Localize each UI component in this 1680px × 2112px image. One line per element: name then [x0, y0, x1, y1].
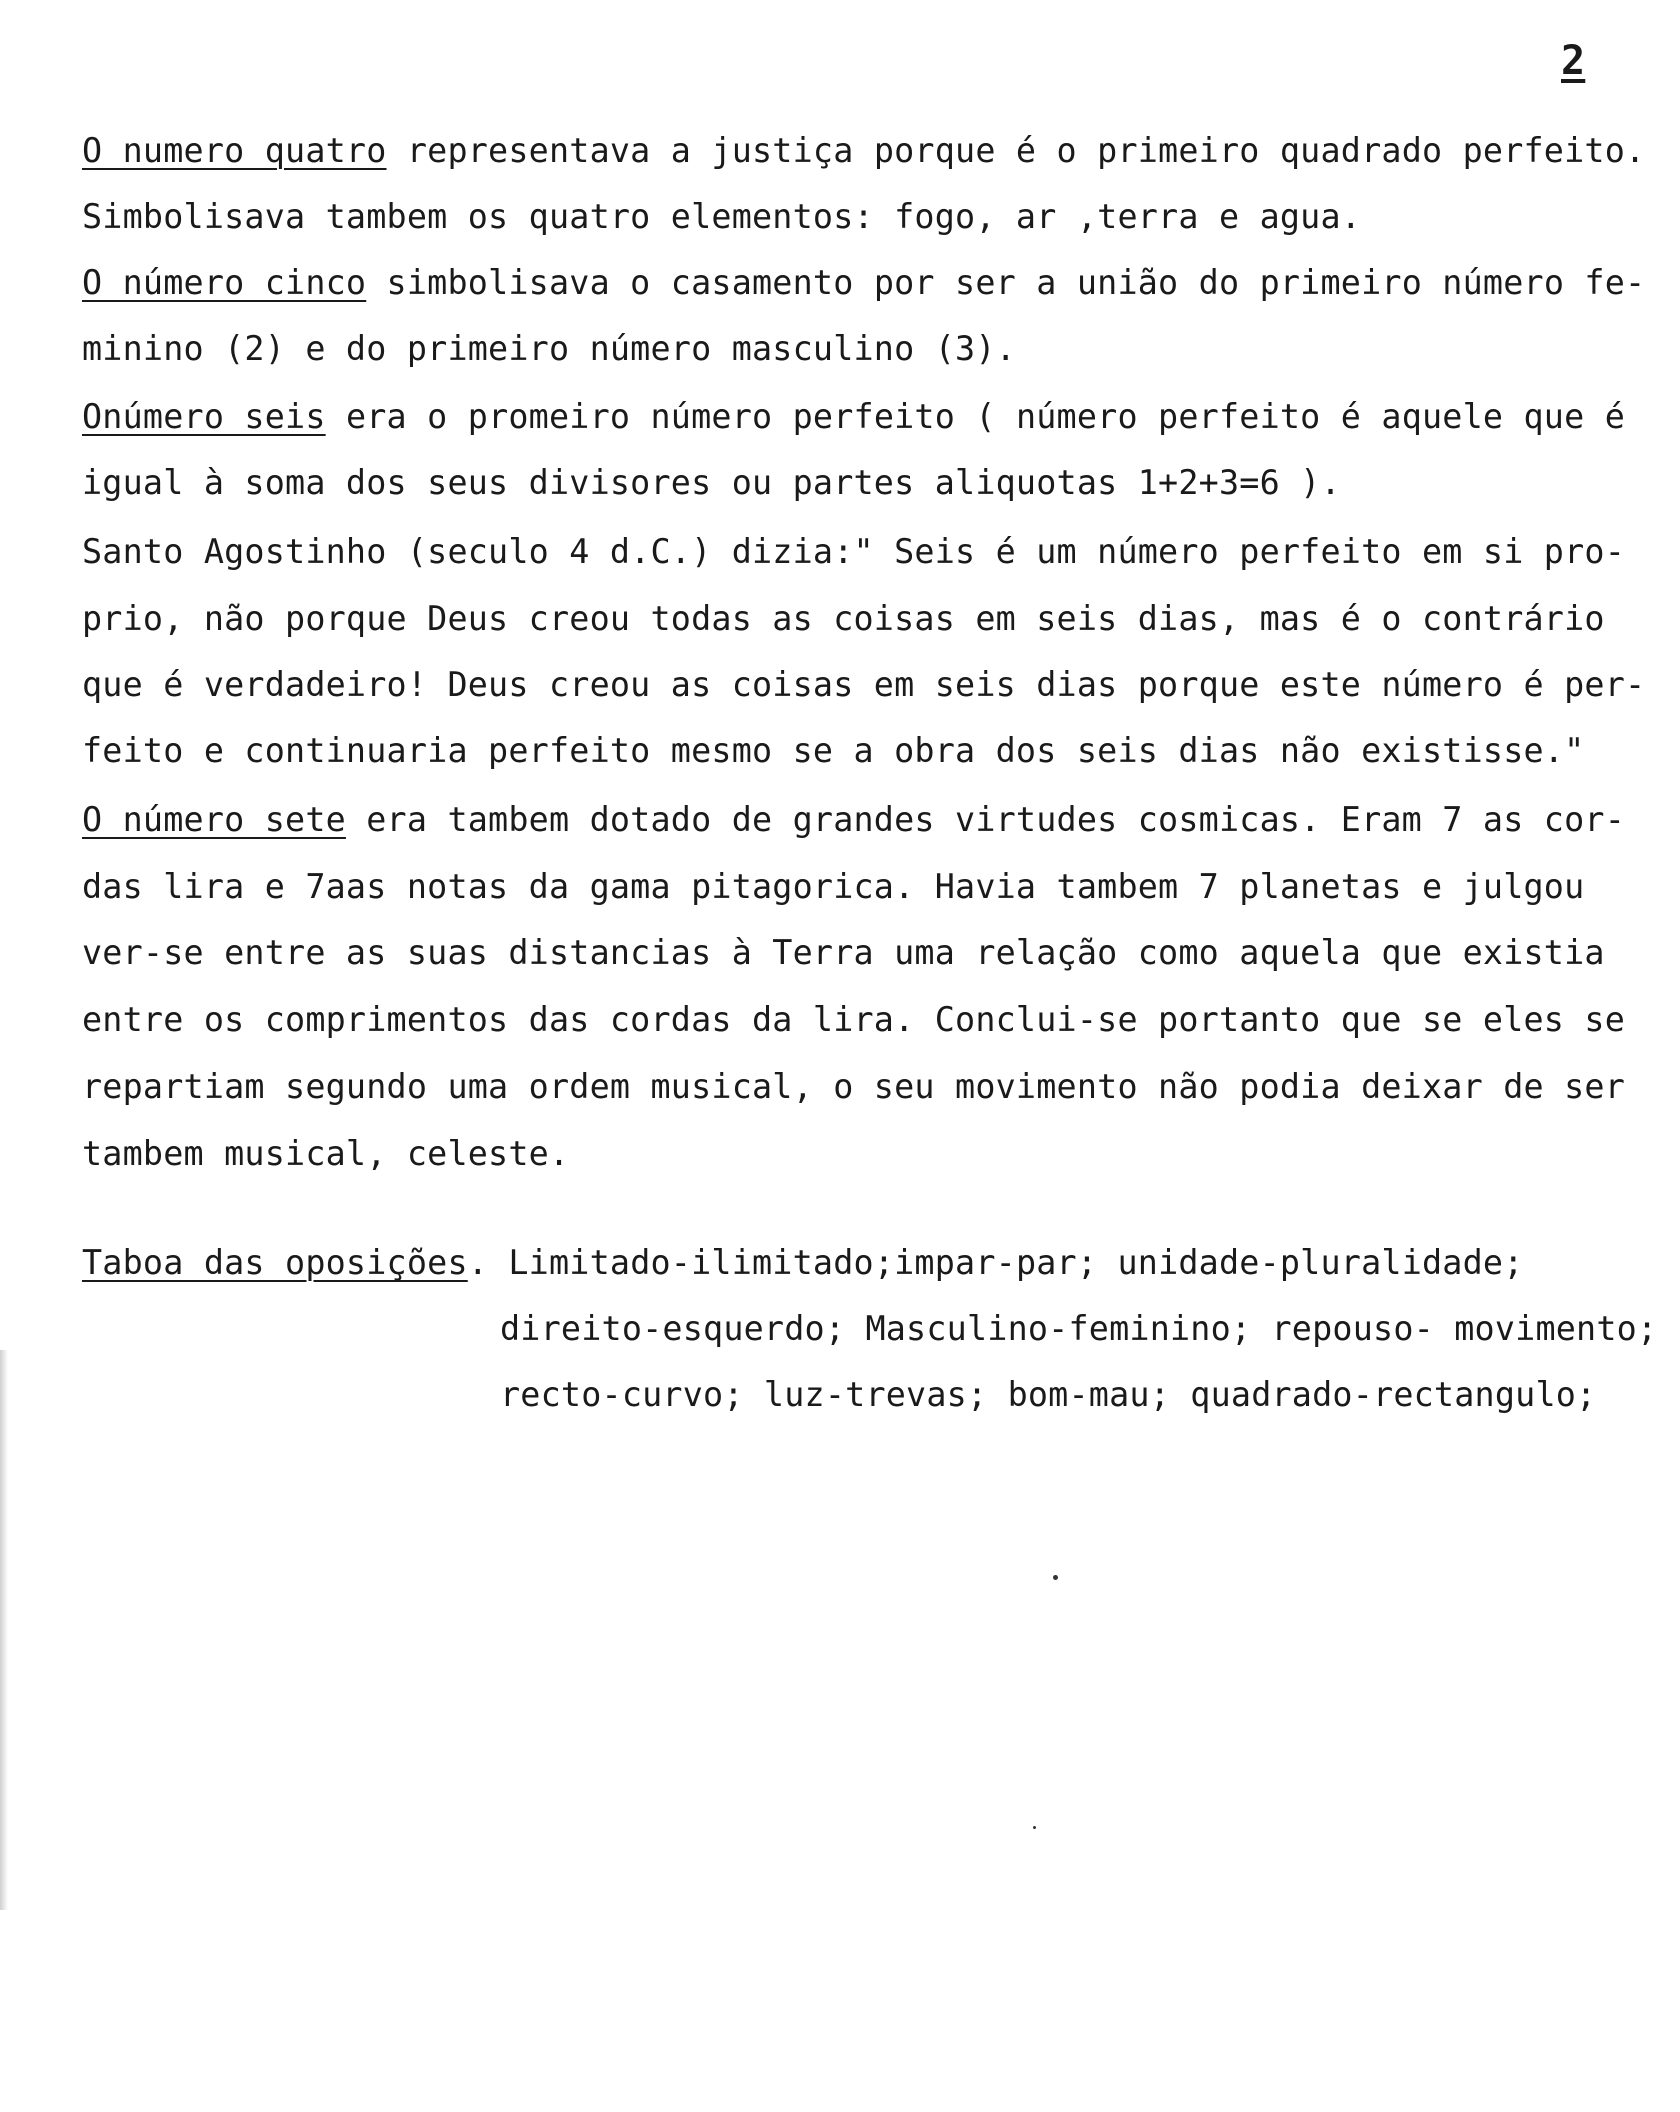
paragraph-cinco-line-1: [82, 263, 1646, 302]
paragraph-taboa-line-3: recto-curvo; luz-trevas; bom-mau; quadrado-rectangulo;: [500, 1375, 1597, 1414]
heading-numero-seis: Onúmero seis: [82, 397, 326, 436]
heading-numero-quatro: O numero quatro: [82, 131, 387, 170]
paragraph-sete-line-3: ver-se entre as suas distancias à Terra uma relação como aquela que existia: [82, 933, 1605, 972]
paragraph-cinco-line-2: minino (2) e do primeiro número masculino (3).: [82, 329, 1016, 368]
ink-speck: [1053, 1575, 1058, 1580]
paragraph-sete-line-4: entre os comprimentos das cordas da lira. Conclui-se portanto que se eles se: [82, 1000, 1626, 1039]
heading-numero-sete: O número sete: [82, 800, 346, 839]
ink-speck: [1033, 1826, 1036, 1829]
paragraph-quatro-line-1: [82, 131, 1646, 170]
paragraph-sete-line-5: repartiam segundo uma ordem musical, o seu movimento não podia deixar de ser: [82, 1067, 1626, 1106]
page-number: 2: [1561, 38, 1586, 84]
paragraph-agostinho-line-2: prio, não porque Deus creou todas as coisas em seis dias, mas é o contrário: [82, 599, 1605, 638]
text-sete-1: era tambem dotado de grandes virtudes cosmicas. Eram 7 as cor-: [345, 800, 1626, 839]
paragraph-quatro-line-2: Simbolisava tambem os quatro elementos: fogo, ar ,terra e agua.: [82, 197, 1362, 236]
paragraph-seis-line-2: igual à soma dos seus divisores ou partes aliquotas 1+2+3=6 ).: [82, 463, 1341, 502]
paragraph-sete-line-6: tambem musical, celeste.: [82, 1134, 570, 1173]
binding-edge-shadow: [0, 1350, 8, 1910]
text-seis-1: era o promeiro número perfeito ( número perfeito é aquele que é: [325, 397, 1626, 436]
paragraph-sete-line-2: das lira e 7aas notas da gama pitagorica. Havia tambem 7 planetas e julgou: [82, 867, 1585, 906]
heading-numero-cinco: O número cinco: [82, 263, 367, 302]
paragraph-taboa-line-1: [82, 1243, 1524, 1282]
paragraph-agostinho-line-3: que é verdadeiro! Deus creou as coisas em seis dias porque este número é per-: [82, 665, 1646, 704]
text-taboa-1: . Limitado-ilimitado;impar-par; unidade-pluralidade;: [467, 1243, 1524, 1282]
paragraph-seis-line-1: [82, 397, 1626, 436]
text-quatro-1: representava a justiça porque é o primeiro quadrado perfeito.: [386, 131, 1646, 170]
paragraph-agostinho-line-1: Santo Agostinho (seculo 4 d.C.) dizia:" Seis é um número perfeito em si pro-: [82, 532, 1626, 571]
paragraph-taboa-line-2: direito-esquerdo; Masculino-feminino; repouso- movimento;: [500, 1309, 1658, 1348]
paragraph-agostinho-line-4: feito e continuaria perfeito mesmo se a obra dos seis dias não existisse.": [82, 731, 1585, 770]
heading-taboa-das-oposicoes: Taboa das oposições: [82, 1243, 468, 1282]
text-cinco-1: simbolisava o casamento por ser a união do primeiro número fe-: [366, 263, 1646, 302]
paragraph-sete-line-1: [82, 800, 1626, 839]
